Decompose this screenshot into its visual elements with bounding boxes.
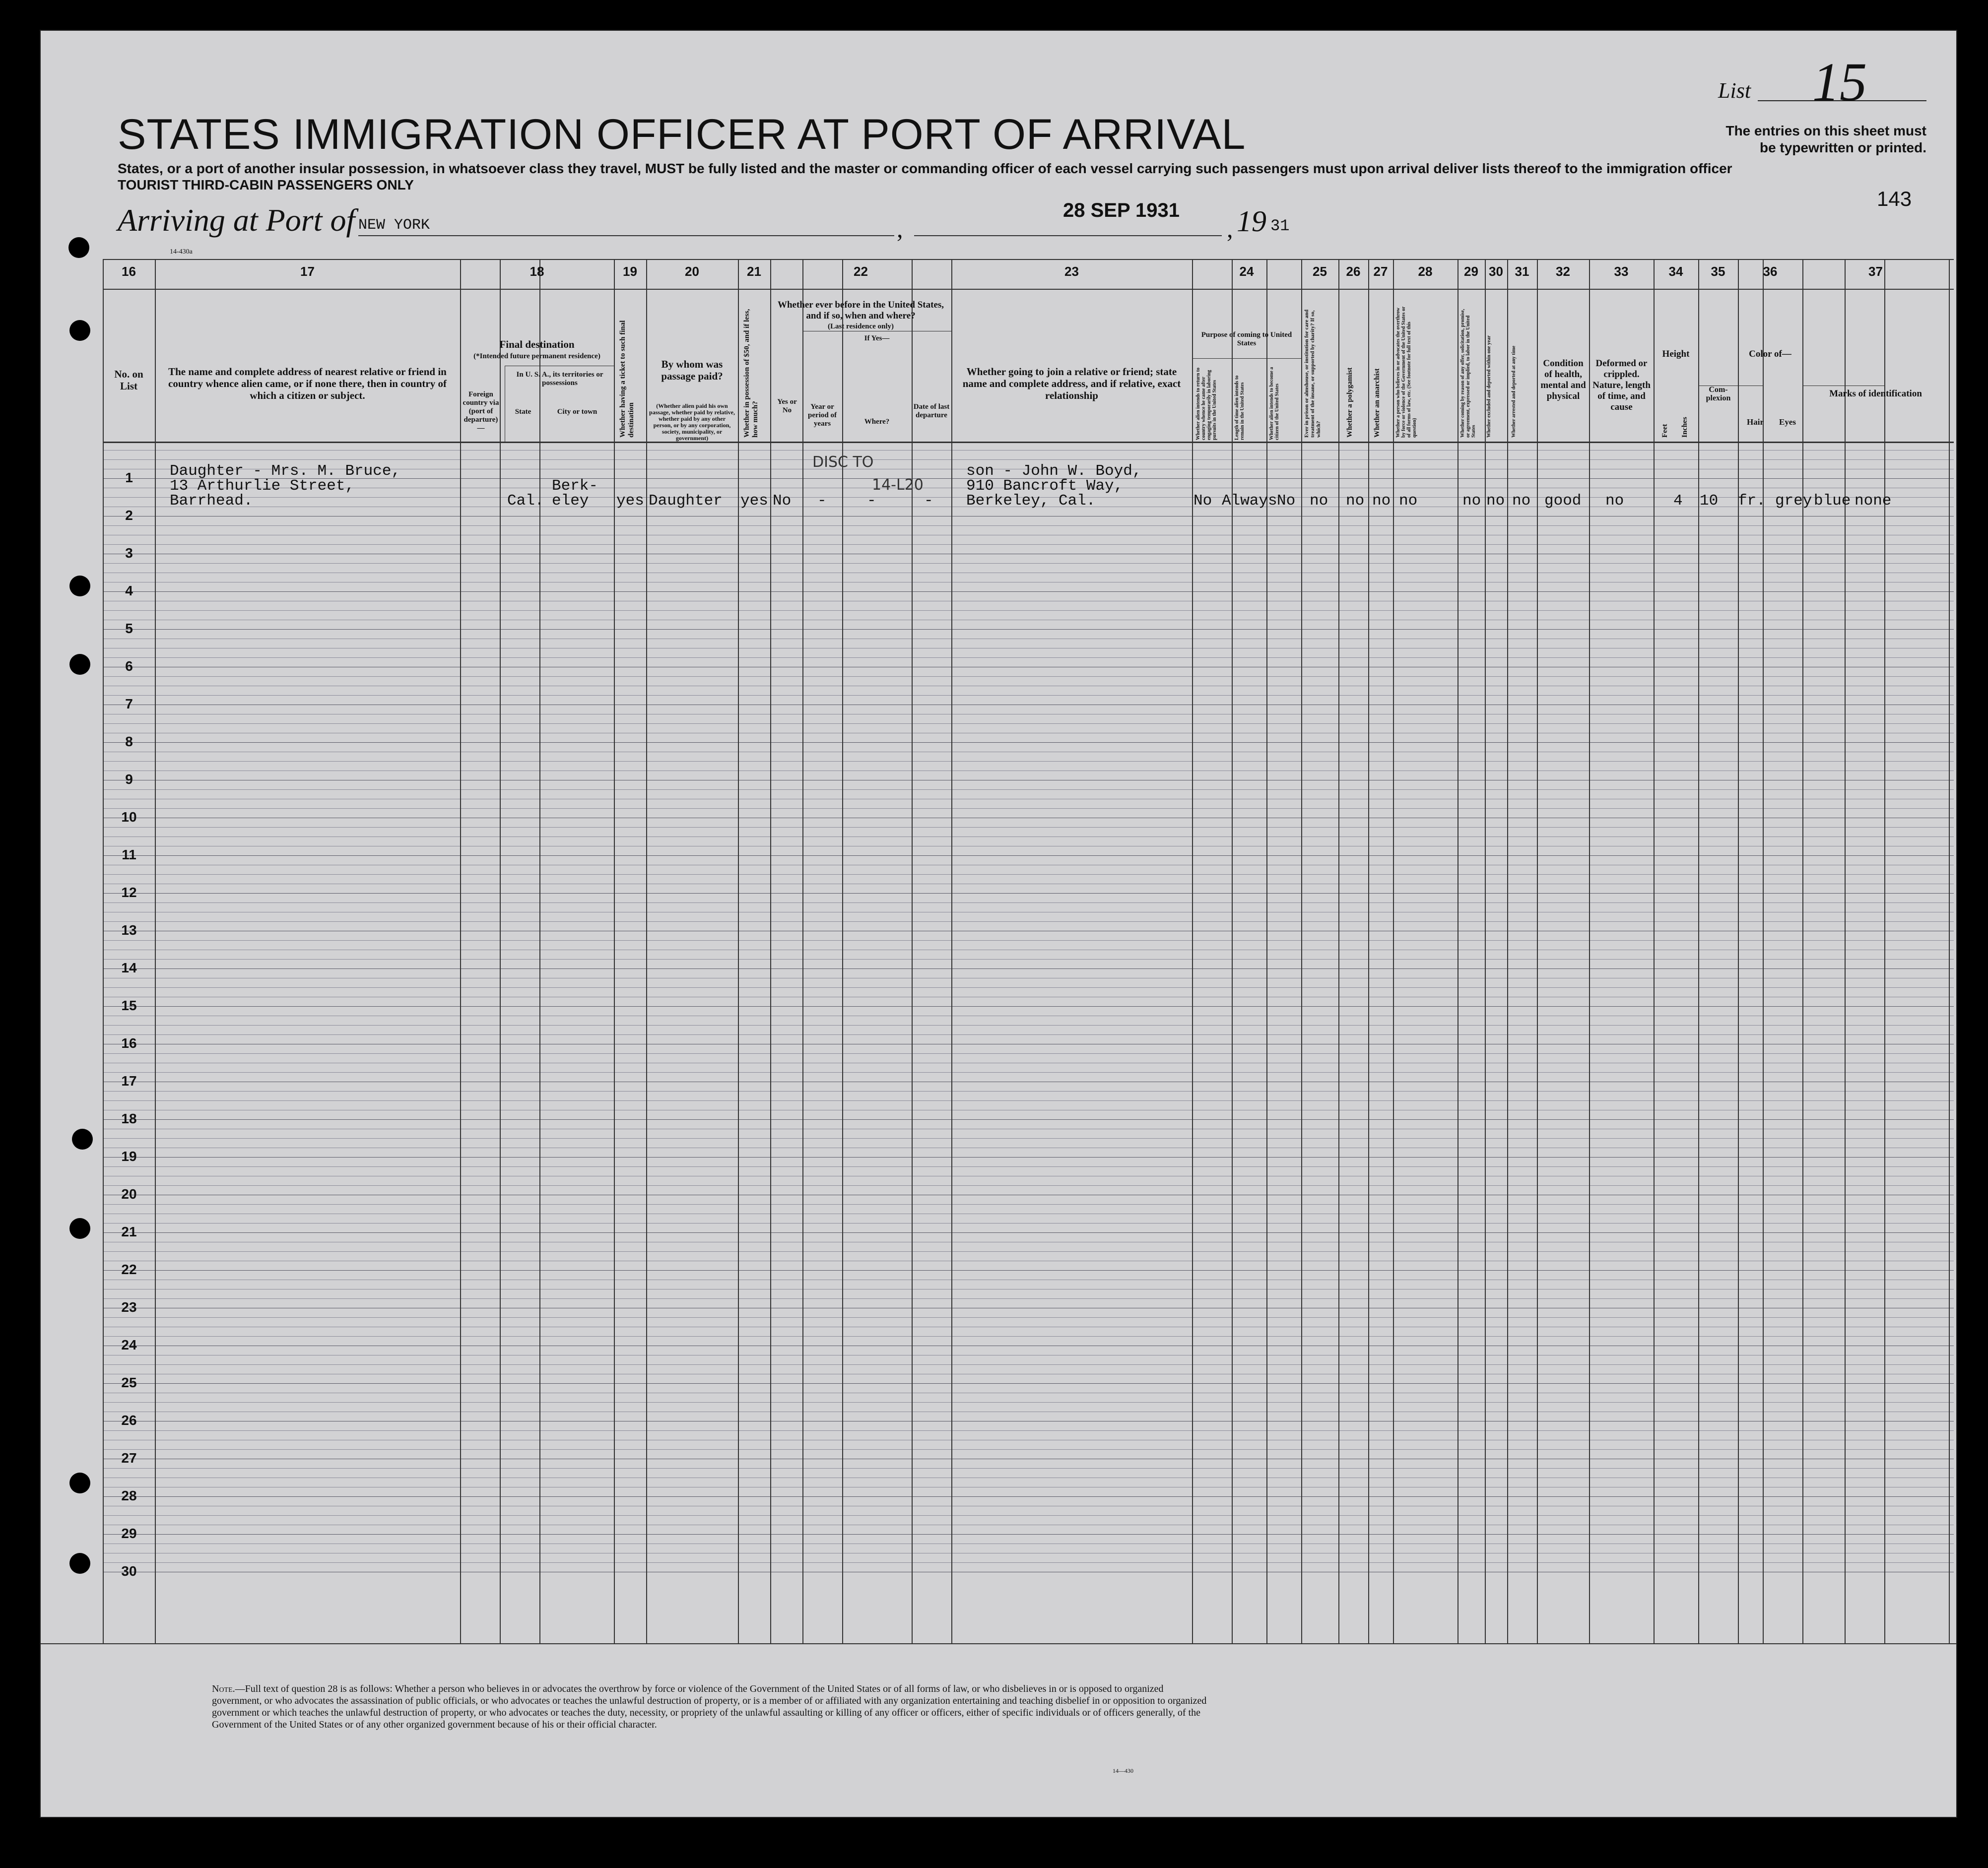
hdr-complexion: Com- plexion [1706,386,1731,402]
col-line-p [1266,259,1267,1643]
c24-subdivider [1192,358,1301,359]
hdr-yes-no: Yes or No [777,398,797,414]
rule-line [103,968,1954,969]
ticket-value: yes [616,492,644,510]
row-number: 23 [121,1299,137,1315]
colnum-35: 35 [1711,264,1725,279]
row-number: 8 [125,734,133,749]
row-number: 12 [121,885,137,900]
row-number: 29 [121,1526,137,1541]
rule-line [103,723,1954,724]
row-number: 30 [121,1563,137,1579]
comma-2: , [1227,215,1233,243]
rule-line [103,695,1954,696]
marks-value: none [1855,492,1892,510]
row-number: 6 [125,658,133,674]
hdr-final-destination-note: (*Intended future permanent residence) [473,352,600,360]
fifty-dollars-value: yes [740,492,768,510]
relative-line-3: Barrhead. [170,492,253,510]
destination-city-1: Berk- [552,477,598,495]
handwritten-note-1: DISC TO [812,453,874,471]
col-line-s [1368,259,1369,1643]
colnum-18: 18 [530,264,544,279]
colnum-25: 25 [1313,264,1327,279]
rule-line [103,742,1954,743]
colnum-16: 16 [122,264,136,279]
row-number: 1 [125,470,133,485]
rule-line [103,808,1954,809]
hdr-height: Height [1662,349,1690,359]
colnum-22: 22 [854,264,868,279]
rule-line [103,1402,1954,1403]
join-line-3: Berkeley, Cal. [966,492,1096,510]
rule-line [103,855,1954,856]
hdr-eyes: Eyes [1779,417,1796,427]
col-line-f [614,259,615,1643]
colnum-34: 34 [1668,264,1683,279]
rule-line [103,1185,1954,1186]
colnum-24: 24 [1239,264,1254,279]
col-line-o [1232,259,1233,1643]
row-number: 5 [125,621,133,636]
polygamist-value: no [1346,492,1365,510]
hair-value: grey [1775,492,1812,510]
row-number: 13 [121,922,137,938]
subtitle: States, or a port of another insular possession, in whatsoever class they travel, MUST be fully listed and the master or commanding officer of each vessel carrying such passengers must upon arrival deliver lists thereof to the immigration officer [118,161,1732,176]
rule-line [103,1223,1954,1224]
length-stay-value: Always [1222,492,1277,510]
rule-line [103,563,1954,564]
rule-line [103,1534,1954,1535]
rule-line [103,1270,1954,1271]
row-number: 11 [122,847,136,862]
hdr-ever-before: Whether ever before in the United States, and if so, when and where? [777,300,944,321]
before-in-us-value: No [773,492,792,510]
colnum-21: 21 [747,264,761,279]
colnum-29: 29 [1464,264,1478,279]
rule-line [103,874,1954,875]
rule-line [103,1515,1954,1516]
hdr-anarchist: Whether an anarchist [1373,368,1381,438]
row-number: 15 [121,998,137,1013]
row-number: 19 [121,1149,137,1164]
col-line-ad [1802,259,1803,1643]
entries-note [1678,123,1926,156]
excluded-value: no [1486,492,1505,510]
rule-line [103,1562,1954,1563]
col-line-j [802,259,803,1643]
footnote-code: 14—430 [1113,1767,1133,1774]
col-line-l [912,259,913,1643]
row-number: 14 [121,960,137,975]
row-number: 7 [125,696,133,711]
rule-line [103,827,1954,828]
hdr-years: Year or period of years [808,403,837,428]
row-number: 25 [121,1375,137,1390]
colnum-27: 27 [1373,264,1388,279]
table-top-border [103,259,1954,260]
col-line-a [103,259,104,1643]
col-line-i [770,259,771,1643]
anarchist-value: no [1372,492,1391,510]
row-number: 9 [125,772,133,787]
row-number: 24 [121,1337,137,1353]
rule-line [103,1364,1954,1365]
col-line-m [951,259,952,1643]
rule-line [103,1336,1954,1337]
hdr-feet: Feet [1661,424,1669,438]
row-number: 3 [125,545,133,561]
rule-line [103,1006,1954,1007]
rule-line [103,591,1954,592]
colnum-33: 33 [1614,264,1629,279]
punch-hole [69,1473,90,1493]
deformed-value: no [1605,492,1624,510]
rule-line [103,450,1954,451]
header-border [103,442,1954,443]
punch-hole [69,576,90,596]
row-number: 22 [121,1262,137,1277]
hdr-ticket: Whether having a ticket to such final destination [619,320,635,438]
rule-line [103,1034,1954,1035]
hdr-passage-paid-note: (Whether alien paid his own passage, whether paid by relative, whether paid by any other person, or by any corporation, society, municipality, or government) [649,402,735,442]
row-number: 16 [121,1035,137,1051]
hdr-purpose-citizen: Whether alien intends to become a citizen of the United States [1269,367,1280,440]
class-line: TOURIST THIRD-CABIN PASSENGERS ONLY [118,177,414,193]
row-number: 17 [121,1073,137,1089]
col-line-ag [1949,259,1950,1643]
rule-line [103,1138,1954,1139]
rule-line [103,959,1954,960]
hdr-excluded: Whether excluded and deported within one year [1486,335,1492,438]
rule-line [103,1157,1954,1158]
footnote [212,1683,1214,1731]
year-suffix: 31 [1270,217,1290,235]
col-line-r [1338,259,1339,1643]
where-value: - [867,492,876,510]
list-label: List [1718,78,1751,103]
row-number: 28 [121,1488,137,1503]
rule-line [103,1430,1954,1431]
hdr-city: City or town [557,408,597,416]
punch-hole [69,1218,90,1239]
rule-line [103,789,1954,790]
rule-line [103,1298,1954,1299]
hdr-purpose-return: Whether alien intends to return to country whence he came after engaging temporarily in laboring pursuits in the United States [1195,367,1217,440]
hdr-join-relative: Whether going to join a relative or friend; state name and complete address, and if relative, exact relationship [962,366,1181,401]
rule-line [103,544,1954,545]
hdr-nearest-relative: The name and complete address of nearest relative or friend in country whence alien came, or if none there, then in country of which a citizen or subject. [168,366,447,401]
rule-line [103,676,1954,677]
row-number: 4 [125,583,133,598]
col-line-ae [1845,259,1846,1643]
hdr-ever-before-note: (Last residence only) [827,322,894,330]
rule-line [103,1449,1954,1450]
col-line-t [1393,259,1394,1643]
complexion-value: fr. [1738,492,1766,510]
hdr-where: Where? [864,418,890,426]
table-lower-line [41,1643,1956,1644]
col-line-d [500,259,501,1643]
colnum-28: 28 [1418,264,1433,279]
footnote-label: Note. [212,1683,235,1694]
hdr-hair: Hair [1747,417,1764,427]
hdr-prison: Ever in prison or almshouse, or institution for care and treatment of the insane, or supported by charity? If so, which? [1304,309,1322,438]
hdr-labor-offer: Whether coming by reason of any offer, solicitation, promise, or agreement, expressed or implied, to labor in the United States [1460,309,1476,438]
hdr-arrested: Whether arrested and deported at any time [1511,345,1517,438]
arriving-label: Arriving at Port of [118,202,355,238]
rule-line [103,610,1954,611]
arrested-value: no [1512,492,1531,510]
hdr-health: Condition of health, mental and physical [1540,358,1586,401]
rule-line [103,525,1954,526]
col-line-c [460,259,461,1643]
row-number: 10 [121,809,137,825]
rule-line [103,893,1954,894]
q28-value: no [1399,492,1418,510]
hdr-foreign-country: Foreign country via (port of departure)— [463,390,499,432]
col-line-g [646,259,647,1643]
relative-line-1: Daughter - Mrs. M. Bruce, [170,462,401,480]
eyes-value: blue [1814,492,1851,510]
form-code: 14-430a [170,248,193,256]
date-departure-value: - [924,492,933,510]
list-number: 15 [1812,52,1867,112]
colnum-26: 26 [1346,264,1361,279]
rule-line [103,761,1954,762]
return-intent-value: No [1193,492,1212,510]
col-line-y [1589,259,1590,1643]
rule-line [103,1204,1954,1205]
rule-line [103,940,1954,941]
rule-line [103,629,1954,630]
hdr-color: Color of— [1749,349,1791,359]
rule-line [103,1496,1954,1497]
col-line-v [1485,259,1486,1643]
punch-hole [69,654,90,675]
destination-city-2: eley [552,492,589,510]
manifest-sheet [40,30,1957,1818]
footnote-text: —Full text of question 28 is as follows: Whether a person who believes in or advocates the overthrow by force or violence of the Government of the United States or of all forms of law, or who disbelieves in or is opposed to organized government, or who advocates the assassination of public officials, or who advocates or teaches the unlawful destruction of property, or is a member of or affiliated with any organization entertaining and teaching disbelief in or opposition to organized government or which teaches the unlawful destruction of property, or who advocates or teaches the duty, necessity, or propriety of the unlawful assaulting or killing of any officer or officers, either of specific individuals or of officers generally, of the Government of the United States or of any other organized government because of his or their official character. [212,1683,1207,1730]
port-value: NEW YORK [358,217,430,234]
comma: , [897,215,903,243]
hdr-fifty-dollars: Whether in possession of $50, and if less, how much? [743,309,759,438]
passage-paid-value: Daughter [649,492,723,510]
hdr-final-destination: Final destination [499,338,575,350]
feet-value: 4 [1673,492,1683,510]
hdr-q28: Whether a person who believes in or advocates the overthrow by force or violence of the Government of the United States or of all forms of law, etc. (See footnote for full text of this question) [1395,306,1417,438]
hdr-inches: Inches [1681,417,1689,438]
hdr-if-yes: If Yes— [864,334,890,342]
col-line-w [1507,259,1508,1643]
colnum-32: 32 [1556,264,1570,279]
entries-note-line-2: be typewritten or printed. [1759,140,1926,155]
hdr-state: State [515,408,531,416]
row-number: 2 [125,508,133,523]
date-stamp: 28 SEP 1931 [1063,199,1180,221]
health-value: good [1544,492,1582,510]
hdr-in-usa: In U. S. A., its territories or possessions [516,371,603,387]
col-line-x [1537,259,1538,1643]
punch-hole [72,1129,93,1150]
rule-line [103,1232,1954,1233]
col-line-h [738,259,739,1643]
rule-line [103,1383,1954,1384]
manifest-table [103,259,1954,1648]
rule-line [103,1166,1954,1167]
colnum-border [103,289,1954,290]
col-line-z [1654,259,1655,1643]
col-line-q [1301,259,1302,1643]
rule-line [103,987,1954,988]
handwritten-note-2: 14-L20 [872,476,924,494]
hdr-purpose-length: Length of time alien intends to remain in the United States [1234,375,1245,440]
citizen-value: No [1277,492,1296,510]
punch-hole [69,1553,90,1574]
row-number: 26 [121,1413,137,1428]
prison-value: no [1310,492,1328,510]
rule-line [103,1251,1954,1252]
col-line-e [539,259,540,1643]
colnum-20: 20 [685,264,699,279]
row-number: 20 [121,1186,137,1202]
row-number: 21 [121,1224,137,1239]
rule-line [103,1468,1954,1469]
rule-line [103,1317,1954,1318]
entries-note-line-1: The entries on this sheet must [1725,123,1926,138]
colnum-19: 19 [623,264,637,279]
join-line-1: son - John W. Boyd, [966,462,1142,480]
col-line-af [1884,259,1885,1643]
colnum-31: 31 [1515,264,1529,279]
rule-line [103,1100,1954,1101]
relative-line-2: 13 Arthurlie Street, [170,477,355,495]
hdr-deformed: Deformed or crippled. Nature, length of time, and cause [1592,358,1651,412]
rule-line [103,1053,1954,1054]
colnum-23: 23 [1064,264,1079,279]
colnum-36: 36 [1763,264,1778,279]
inches-value: 10 [1700,492,1719,510]
rule-line [103,1091,1954,1092]
page-number: 143 [1877,187,1912,210]
hdr-passage-paid: By whom was passage paid? [661,358,723,382]
page-title: STATES IMMIGRATION OFFICER AT PORT OF ARRIVAL [118,111,1246,158]
labor-offer-value: no [1462,492,1481,510]
destination-state: Cal. [507,492,544,510]
join-line-2: 910 Bancroft Way, [966,477,1124,495]
port-line [358,235,894,236]
row-number: 18 [121,1111,137,1126]
hdr-date-departure: Date of last departure [913,403,950,419]
hdr-purpose: Purpose of coming to United States [1201,331,1292,347]
col-line-ab [1738,259,1739,1643]
rule-line [103,902,1954,903]
punch-hole [68,237,89,258]
rule-line [103,1072,1954,1073]
rule-line [103,1025,1954,1026]
year-prefix: 19 [1237,205,1266,238]
colnum-37: 37 [1868,264,1883,279]
col-line-ac [1763,259,1764,1643]
rule-line [103,921,1954,922]
col-line-b [155,259,156,1643]
col-line-aa [1698,259,1699,1643]
years-value: - [817,492,827,510]
hdr-no-on-list: No. on List [114,368,143,392]
rule-line [103,657,1954,658]
row-number: 27 [121,1450,137,1466]
col-line-n [1192,259,1193,1643]
rule-line [103,1119,1954,1120]
punch-hole [69,320,90,341]
rule-line [103,459,1954,460]
colnum-17: 17 [300,264,315,279]
hdr-marks: Marks of identification [1829,388,1922,399]
hdr-polygamist: Whether a polygamist [1346,367,1354,438]
date-line [914,235,1222,236]
colnum-30: 30 [1489,264,1503,279]
